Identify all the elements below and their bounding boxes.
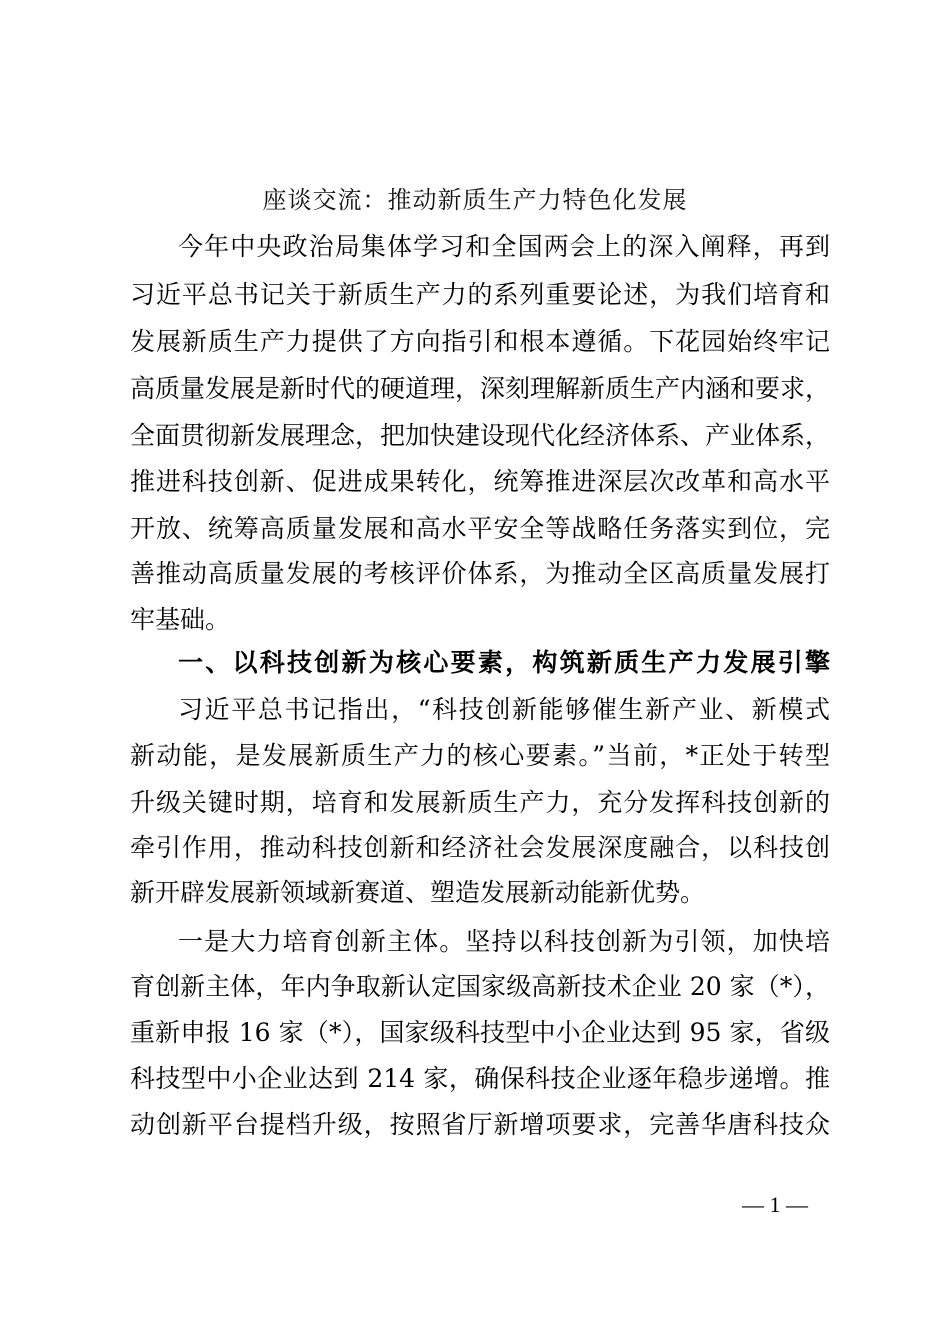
text-line: 高质量发展是新时代的硬道理，深刻理解新质生产内涵和要求， xyxy=(130,374,831,403)
text-line: 习近平总书记关于新质生产力的系列重要论述，为我们培育和 xyxy=(130,280,830,309)
text-line: 善推动高质量发展的考核评价体系，为推动全区高质量发展打 xyxy=(130,559,830,588)
text-line: 升级关键时期，培育和发展新质生产力，充分发挥科技创新的 xyxy=(130,788,830,817)
text-line: 习近平总书记指出，“科技创新能够催生新产业、新模式 xyxy=(178,695,830,724)
page-number: — 1 — xyxy=(742,1192,808,1217)
text-line: 牵引作用，推动科技创新和经济社会发展深度融合，以科技创 xyxy=(130,833,830,862)
section-heading: 一、以科技创新为核心要素，构筑新质生产力发展引擎 xyxy=(178,648,830,677)
text-line: 一是大力培育创新主体。坚持以科技创新为引领，加快培 xyxy=(178,927,830,956)
text-line: 新动能，是发展新质生产力的核心要素。”当前，*正处于转型 xyxy=(130,741,830,770)
text-line: 牢基础。 xyxy=(130,605,231,634)
text-line: 全面贯彻新发展理念，把加快建设现代化经济体系、产业体系， xyxy=(130,421,831,450)
text-line: 新开辟发展新领域新赛道、塑造发展新动能新优势。 xyxy=(130,878,706,907)
document-title: 座谈交流：推动新质生产力特色化发展 xyxy=(262,186,688,214)
text-line: 开放、统筹高质量发展和高水平安全等战略任务落实到位，完 xyxy=(130,514,830,543)
text-line: 育创新主体，年内争取新认定国家级高新技术企业 20 家（*）， xyxy=(130,972,830,1001)
text-line: 科技型中小企业达到 214 家，确保科技企业逐年稳步递增。推 xyxy=(130,1064,830,1093)
text-line: 推进科技创新、促进成果转化，统筹推进深层次改革和高水平 xyxy=(130,467,830,496)
text-line: 重新申报 16 家（*），国家级科技型中小企业达到 95 家，省级 xyxy=(130,1018,830,1047)
text-line: 发展新质生产力提供了方向指引和根本遵循。下花园始终牢记 xyxy=(130,327,830,356)
text-line: 动创新平台提档升级，按照省厅新增项要求，完善华唐科技众 xyxy=(130,1110,830,1139)
text-line: 今年中央政治局集体学习和全国两会上的深入阐释，再到 xyxy=(178,232,830,261)
